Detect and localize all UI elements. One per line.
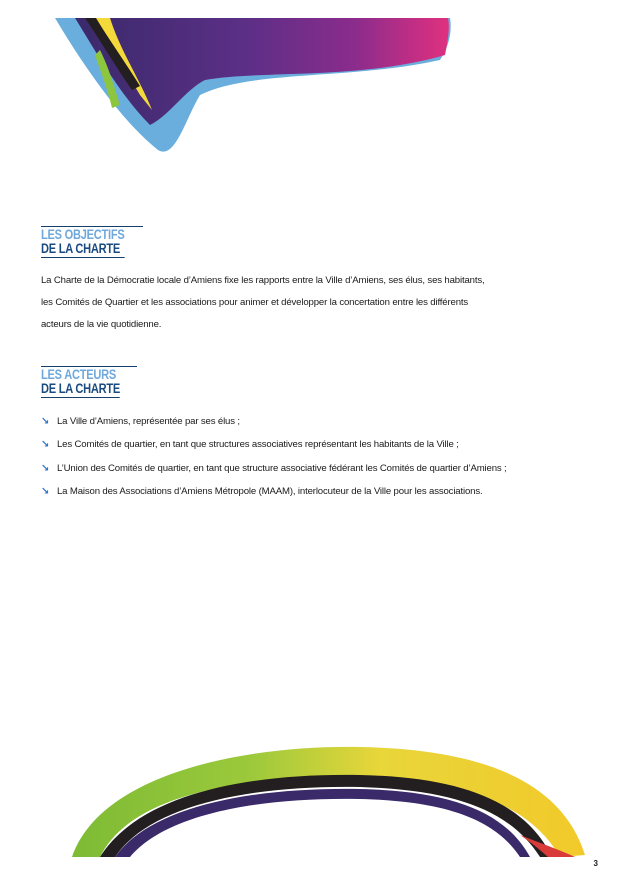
top-ribbon-decoration <box>0 0 620 170</box>
arrow-down-right-icon: ↘ <box>41 462 50 474</box>
arrow-down-right-icon: ↘ <box>41 416 50 427</box>
list-item-text: Les Comités de quartier, en tant que structures associatives représentant les habitants de la Ville ; <box>57 439 459 451</box>
section-heading <box>41 226 143 258</box>
arrow-down-right-icon: ↘ <box>41 439 50 451</box>
section-actors <box>41 366 581 503</box>
arrow-down-right-icon: ↘ <box>41 485 50 497</box>
paragraph-line: acteurs de la vie quotidienne. <box>41 319 162 330</box>
objectives-paragraph <box>41 270 581 336</box>
list-item <box>41 433 581 456</box>
list-item <box>41 457 581 480</box>
bottom-ribbon-decoration <box>0 735 620 877</box>
paragraph-line: La Charte de la Démocratie locale d’Amiens fixe les rapports entre la Ville d’Amiens, ses élus, ses habitants, <box>41 275 485 286</box>
actors-list <box>41 410 581 503</box>
heading-line-1: LES ACTEURS <box>41 367 117 382</box>
list-item <box>41 410 581 433</box>
heading-line-2: DE LA CHARTE <box>41 381 121 396</box>
list-item-text: L’Union des Comités de quartier, en tant que structure associative fédérant les Comités de quartier d’Amiens ; <box>57 462 507 474</box>
list-item-text: La Ville d’Amiens, représentée par ses élus ; <box>57 416 240 427</box>
page-number: 3 <box>593 859 598 868</box>
section-objectives <box>41 226 581 336</box>
list-item <box>41 480 581 503</box>
heading-line-1: LES OBJECTIFS <box>41 227 125 242</box>
section-heading <box>41 366 137 398</box>
list-item-text: La Maison des Associations d’Amiens Métropole (MAAM), interlocuteur de la Ville pour les associations. <box>57 485 483 497</box>
paragraph-line: les Comités de Quartier et les associations pour animer et développer la concertation entre les différents <box>41 297 469 308</box>
heading-line-2: DE LA CHARTE <box>41 242 125 258</box>
